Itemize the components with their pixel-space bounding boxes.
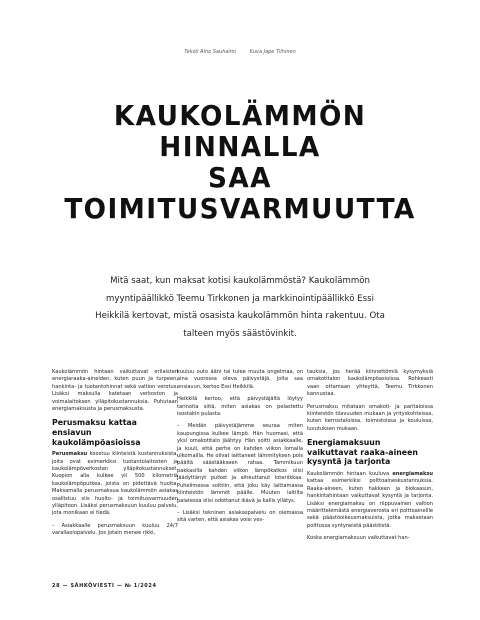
text-column-2: [177, 369, 303, 530]
paragraph-text: koostuu kiinteistä kustannuksista, joita ovat esimerkiksi tuotantolaitosten ja kaukolämpöverkostan ylläpitokustannukset. Kuopion alla kulkee yli 500 kilometriä kaukolämpöputkea, joista on pidettävä huolta. Maksamalla perusmaksua kaukolämmön asiakas osallistuu siis huolto- ja toimitusvarmuuden ylläpitoon. Lisäksi perusmaksuun kuuluu palvelu, jota monikaan ei tiedä.: [52, 451, 178, 517]
subheading: Perusmaksu kattaa ensiavun kaukolämpöasioissa: [52, 418, 141, 447]
body-paragraph: kuuluu outo ääni tai tulee muuta ongelmaa, on aina vuorossa oleva päivystäjä, jolta saa ensiavun, kertoo Essi Heikkilä.: [177, 369, 303, 390]
text-credit: Teksti Aiho Sauhaimi: [184, 49, 237, 55]
body-paragraph: – Asiakkaalle perusmaksuun kuuluu 24/7 varallaolopalvelu. Jos jotain menee rikki,: [52, 522, 178, 537]
byline: [0, 49, 480, 55]
article-headline: [0, 100, 480, 224]
bold-term: energiamaksu: [392, 471, 433, 478]
lead-paragraph: Mitä saat, kun maksat kotisi kaukolämmöstä? Kaukolämmön myyntipäällikkö Teemu Tirkkonen ja markkinointipäällikkö Essi Heikkilä kertovat, mistä osasista kaukolämmön hinta rakentuu. Ota talteen myös säästövinkit.: [95, 276, 385, 339]
headline-line: HINNALLA: [159, 130, 321, 163]
body-paragraph: [307, 471, 433, 530]
body-paragraph: – Lisäksi tekninen asiakaspalvelu on olemassa sitä varten, että asiakas voisi ves-: [177, 509, 303, 524]
headline-line: KAUKOLÄMMÖN: [113, 99, 367, 132]
bold-term: Perusmaksu: [52, 451, 88, 458]
headline-line: SAA: [208, 161, 272, 194]
body-paragraph: – Meidän päivystäjämme seuraa miten kaupungissa kulkee lämpö. Hän huomasi, että yksi omakotitalo jäähtyy. Hän soitti asiakkaalle, ja kuuli, että perhe on kahden viikon lomalla ulkomailla. He olivat laittaneet lämmityksen pois päältä säästääkseen rahaa. Tammikuun pakkasilla kahden viikon lämpökatkos olisi jäädyttänyt putket ja aiheuttanut loteriikkaa. Puhelimessa soittiin, että joku käy laittamassa kiinteistön lämmöt päälle. Muuten laitilta palatessa olisi odottanut ikävä ja kallis yllätys.: [177, 423, 303, 504]
photo-credit: Kuva Jape Tiihinen: [249, 49, 296, 55]
paragraph-text: Kaukolämmön hintaan kuuluva: [307, 471, 393, 478]
page-footer: 28 — SÄHKÖVIESTI — № 1/2024: [52, 583, 157, 589]
text-column-1: [52, 369, 178, 543]
body-paragraph: Kaukolämmön hintaan vaikuttavat erilaisten energiaraaka-aineiden, kuten puun ja turpeen, hankinta- ja tuotantohinnat sekä valtion verotus. Lisäksi maksulla katetaan verkoston ja voimalaitoksen ylläpitokustannuksia. Puhutaan energiamaksusta ja perusmaksusta.: [52, 369, 178, 413]
headline-line: TOIMITUSVARMUUTTA: [64, 192, 416, 225]
text-column-3: [307, 369, 433, 548]
body-paragraph: tauksia, jos herää kiinnettömiä kysymyksiä omakotitalon kaukolämpöasioissa. Rohkeasti vaan ottamaan yhteyttä, Teemu Tirkkonen kannustaa.: [307, 369, 433, 398]
body-paragraph: [52, 451, 178, 518]
body-paragraph: Koska energiamaksuun vaikuttavat han-: [307, 535, 410, 542]
body-paragraph: Heikkilä kertoo, että päivystäjältä löytyy tarinoita siitä, miten asiakas on pelastettu isostakin pulasta.: [177, 396, 303, 418]
paragraph-text: kattaa esimerkiksi polttoaineskustannuksia. Raaka-aineen, kuten hakkeen ja biokaasun, hankintahintaan vaikuttavat kysyntä ja tarjonta. Lisäksi energiamaksu on riippuvainen valtion määrittelemästä energiaverosta eri polttoaineille sekä päästöoikeusmaksuista, jotka maksetaan polttossa syntyneistä päästöistä.: [307, 478, 433, 529]
body-paragraph: Perusmaksu mitataan omakoti- ja paritaloissa kiinteistön tilavuuden mukaan ja yrityskohteissa, kuten kerrostaloissa, toimistoissa ja kouluissa, luvutuksen mukaan.: [307, 403, 433, 432]
subheading: Energiamaksuun vaikuttavat raaka-aineen kysyntä ja tarjonta: [307, 438, 418, 467]
